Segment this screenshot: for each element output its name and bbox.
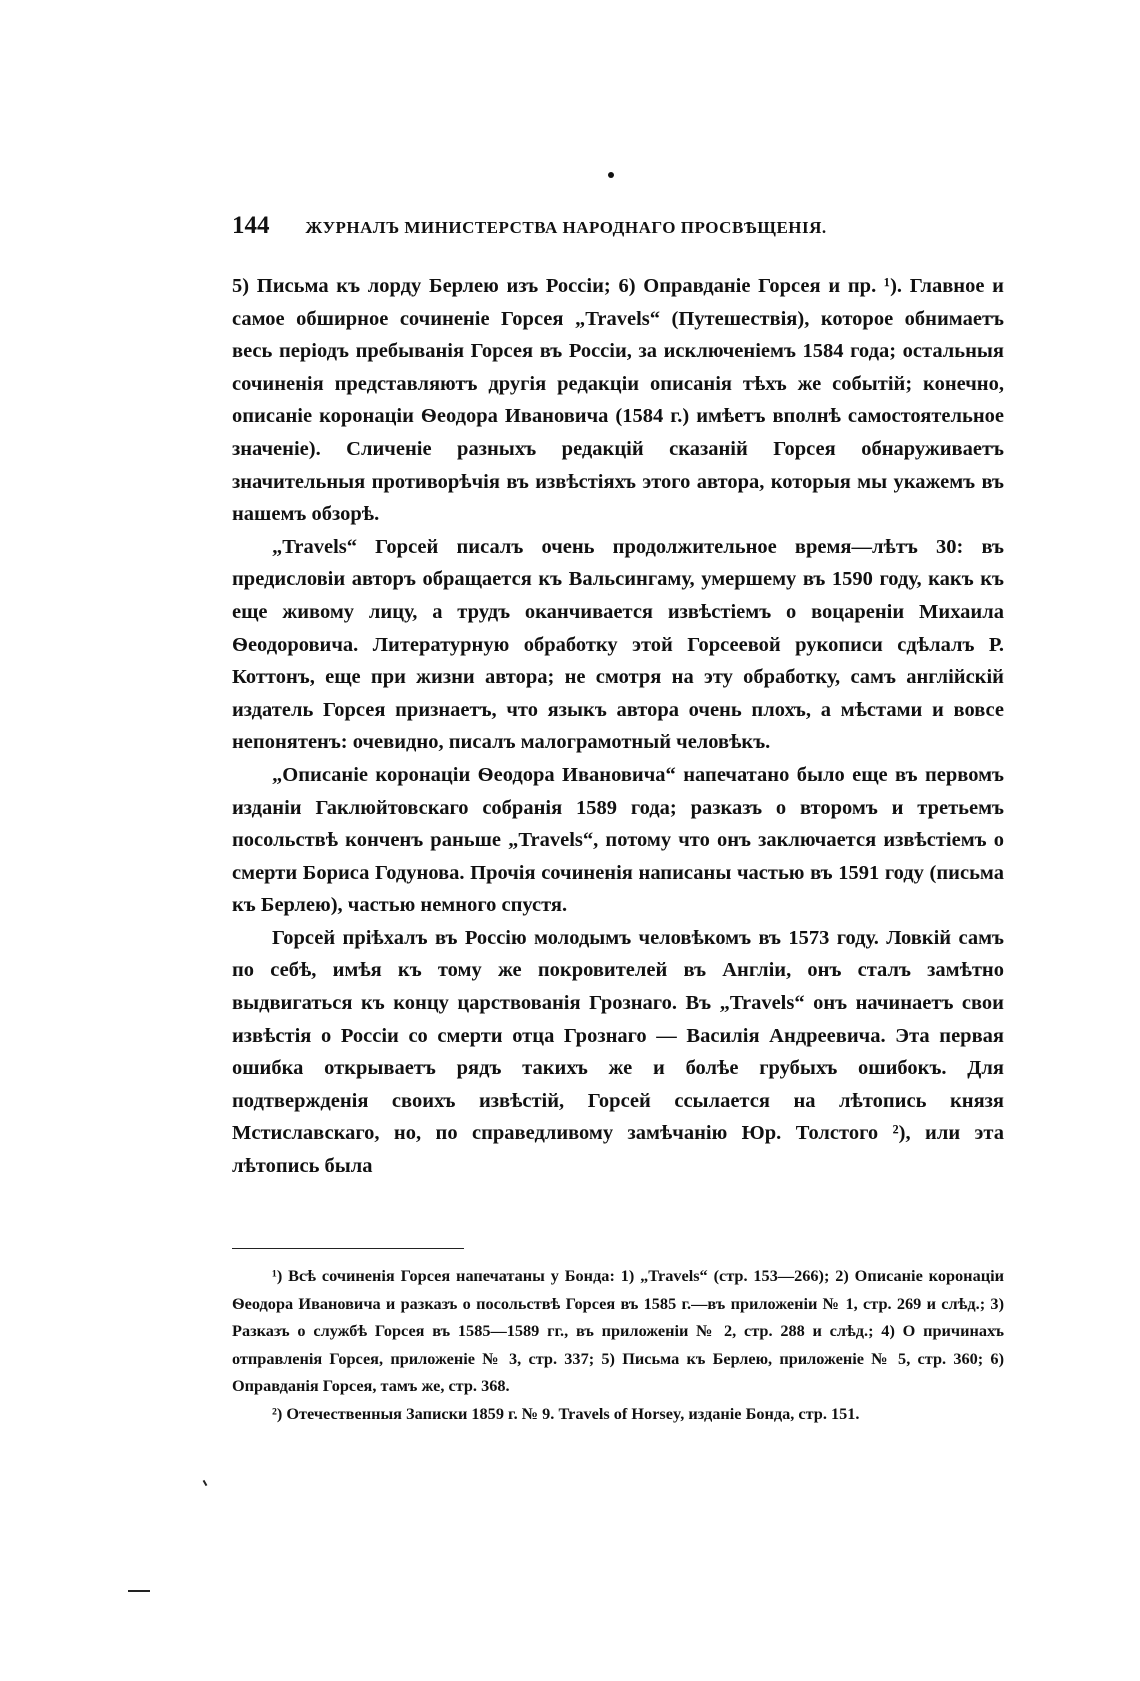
page-header (232, 212, 1002, 252)
footnote: ¹) Всѣ сочиненія Горсея напечатаны у Бонда: 1) „Travels“ (стр. 153—266); 2) Описаніе коронаціи Ѳеодора Ивановича и разказъ о посольствѣ Горсея въ 1585 г.—въ приложеніи № 1, стр. 269 и слѣд.; 3) Разказъ о службѣ Горсея въ 1585—1589 гг., въ приложеніи № 2, стр. 288 и слѣд.; 4) О причинахъ отправленія Горсея, приложеніе № 3, стр. 337; 5) Письма къ Берлею, приложеніе № 5, стр. 360; 6) Оправданія Горсея, тамъ же, стр. 368. (232, 1266, 1004, 1396)
paragraph: 5) Письма къ лорду Берлею изъ Россіи; 6) Оправданіе Горсея и пр. ¹). Главное и самое обширное сочиненіе Горсея „Travels“ (Путешествія), которое обнимаетъ весь періодъ пребыванія Горсея въ Россіи, за исключеніемъ 1584 года; остальныя сочиненія представляютъ другія редакціи описанія тѣхъ же событій; конечно, описаніе коронаціи Ѳеодора Ивановича (1584 г.) имѣетъ вполнѣ самостоятельное значеніе). Сличеніе разныхъ редакцій сказаній Горсея обнаруживаетъ значительныя противорѣчія въ извѣстіяхъ этого автора, которыя мы укажемъ въ нашемъ обзорѣ. (232, 275, 1004, 526)
ink-speck (608, 172, 614, 178)
main-text (232, 270, 1004, 1183)
paragraph: „Travels“ Горсей писалъ очень продолжительное время—лѣтъ 30: въ предисловіи авторъ обращается къ Вальсингаму, умершему въ 1590 году, какъ къ еще живому лицу, а трудъ оканчивается извѣстіемъ о воцареніи Михаила Ѳеодоровича. Литературную обработку этой Горсеевой рукописи сдѣлалъ Р. Коттонъ, еще при жизни автора; не смотря на эту обработку, самъ англійскій издатель Горсея признаетъ, что языкъ автора очень плохъ, а мѣстами и вовсе непонятенъ: очевидно, писалъ малограмотный человѣкъ. (232, 535, 1004, 754)
paragraph: „Описаніе коронаціи Ѳеодора Ивановича“ напечатано было еще въ первомъ изданіи Гаклюйтовскаго собранія 1589 года; разказъ о второмъ и третьемъ посольствѣ конченъ раньше „Travels“, потому что онъ заключается извѣстіемъ о смерти Бориса Годунова. Прочія сочиненія написаны частью въ 1591 году (письма къ Берлею), частью немного спустя. (232, 763, 1004, 917)
running-title: ЖУРНАЛЪ МИНИСТЕРСТВА НАРОДНАГО ПРОСВѢЩЕНІЯ. (305, 218, 827, 237)
paragraph: Горсей пріѣхалъ въ Россію молодымъ человѣкомъ въ 1573 году. Ловкій самъ по себѣ, имѣя къ тому же покровителей въ Англіи, онъ сталъ замѣтно выдвигаться къ концу царствованія Грознаго. Въ „Travels“ онъ начинаетъ свои извѣстія о Россіи со смерти отца Грознаго — Василія Андреевича. Эта первая ошибка открываетъ рядъ такихъ же и болѣе грубыхъ ошибокъ. Для подтвержденія своихъ извѣстій, Горсей ссылается на лѣтопись князя Мстиславскаго, но, по справедливому замѣчанію Юр. Толстого ²), или эта лѣтопись была (232, 926, 1004, 1178)
scan-mark (128, 1590, 150, 1592)
footnote-divider (232, 1248, 464, 1249)
footnotes (232, 1262, 1004, 1428)
page-number: 144 (232, 212, 270, 239)
footnote: ²) Отечественныя Записки 1859 г. № 9. Travels of Horsey, изданіе Бонда, стр. 151. (272, 1403, 860, 1423)
scan-mark (203, 1480, 208, 1486)
